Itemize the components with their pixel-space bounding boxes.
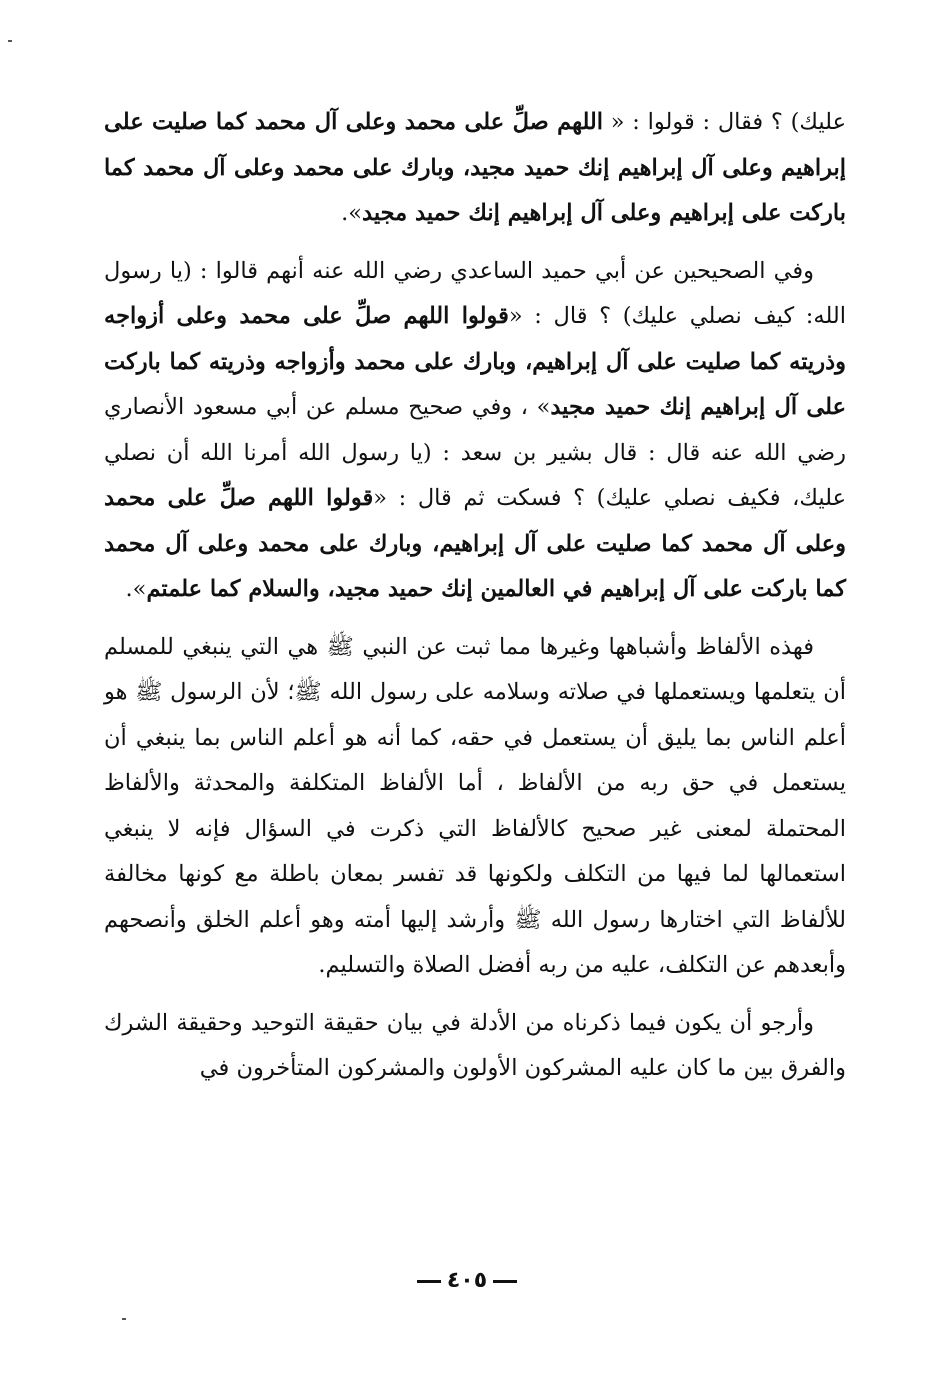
footer-dash-right — [493, 1280, 517, 1283]
paragraph-1 — [104, 100, 846, 237]
scan-mark — [8, 40, 12, 42]
page-body — [104, 100, 846, 1092]
paragraph-4: وأرجو أن يكون فيما ذكرناه من الأدلة في بيان حقيقة التوحيد وحقيقة الشرك والفرق بين ما كان عليه المشركون الأولون والمشركون المتأخرون في — [104, 1009, 846, 1081]
footer-dash-left — [417, 1280, 441, 1283]
paragraph-2-intro: وفي الصحيحين عن أبي حميد الساعدي رضي الله عنه أنهم قالوا : (يا رسول الله: كيف نصلي عليك) ؟ قال : « — [104, 257, 847, 329]
page-footer — [0, 1268, 934, 1293]
paragraph-2 — [104, 249, 846, 613]
salawat-quote-1: اللهم صلِّ على محمد وعلى آل محمد كما صليت على إبراهيم وعلى آل إبراهيم إنك حميد مجيد، وبارك على محمد وعلى آل محمد كما باركت على إبراهيم وعلى آل إبراهيم إنك حميد مجيد — [104, 109, 846, 226]
salawat-quote-3: قولوا اللهم صلِّ على محمد وعلى آل محمد كما صليت على آل إبراهيم، وبارك على محمد وعلى آل محمد كما باركت على آل إبراهيم في العالمين إنك حميد مجيد، والسلام كما علمتم — [104, 485, 846, 602]
page-number: ٤٠٥ — [446, 1268, 488, 1293]
paragraph-1-intro: عليك) ؟ فقال : قولوا : « — [603, 109, 846, 135]
paragraph-3: فهذه الألفاظ وأشباهها وغيرها مما ثبت عن النبي ﷺ هي التي ينبغي للمسلم أن يتعلمها ويستعملها في صلاته وسلامه على رسول الله ﷺ؛ لأن الرسول ﷺ هو أعلم الناس بما يليق أن يستعمل في حقه، كما أنه هو أعلم الناس بما ينبغي أن يستعمل في حق ربه من الألفاظ ، أما الألفاظ المتكلفة والمحدثة والألفاظ المحتملة لمعنى غير صحيح كالألفاظ التي ذكرت في السؤال فإنه لا ينبغي استعمالها لما فيها من التكلف ولكونها قد تفسر بمعان باطلة مع كونها مخالفة للألفاظ التي اختارها رسول الله ﷺ وأرشد إليها أمته وهو أعلم الخلق وأنصحهم وأبعدهم عن التكلف، عليه من ربه أفضل الصلاة والتسليم. — [104, 633, 846, 978]
salawat-quote-2: قولوا اللهم صلِّ على محمد وعلى أزواجه وذريته كما صليت على آل إبراهيم، وبارك على محمد وأزواجه وذريته كما باركت على آل إبراهيم إنك حميد مجيد — [104, 303, 846, 420]
paragraph-1-end: ». — [341, 200, 363, 226]
scan-mark — [122, 1318, 126, 1320]
paragraph-2-end: ». — [125, 576, 147, 602]
paragraph-2-middle: » ، وفي صحيح مسلم عن أبي مسعود الأنصاري رضي الله عنه قال : قال بشير بن سعد : (يا رسول الله أمرنا الله أن نصلي عليك، فكيف نصلي عليك) ؟ فسكت ثم قال : « — [104, 394, 846, 511]
